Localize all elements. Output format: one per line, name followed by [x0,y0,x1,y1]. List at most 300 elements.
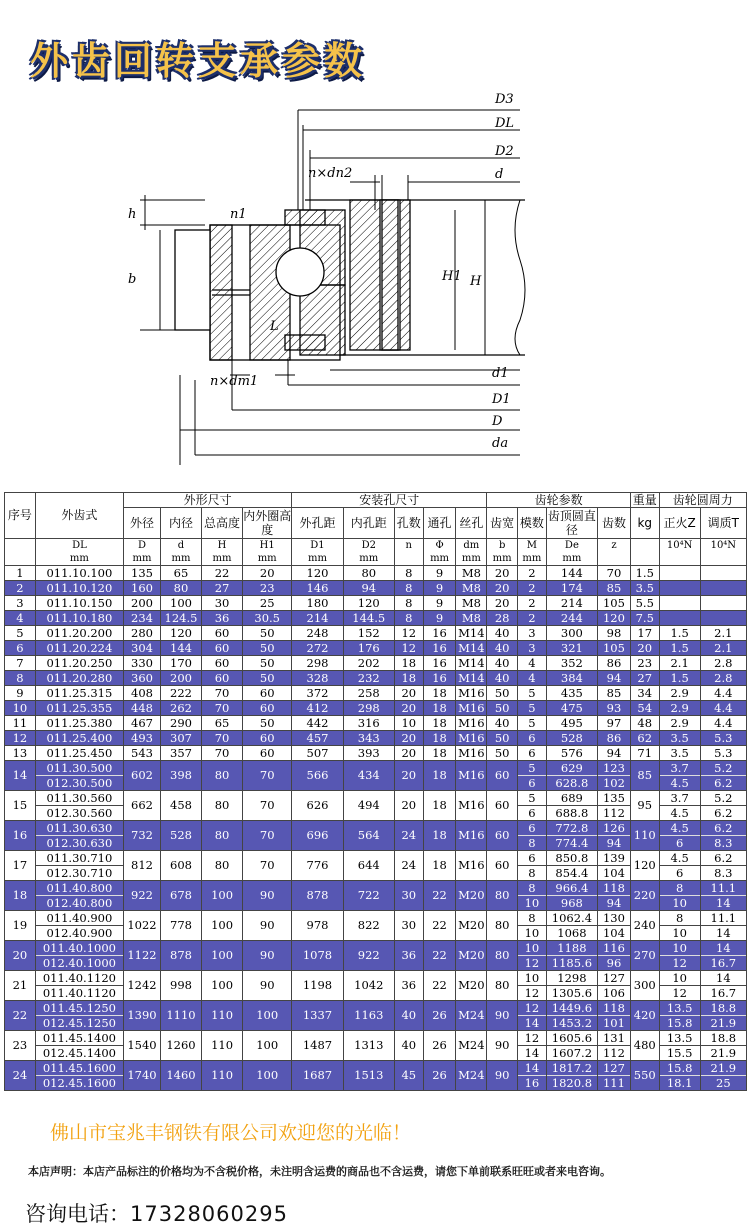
cell-n: 40 [394,1001,423,1031]
cell-D1: 776 [292,851,343,881]
cell-line: 144 [560,566,583,580]
svg-text:D3: D3 [495,92,514,107]
cell-m [518,716,547,731]
cell-de [546,911,597,941]
cell-H: 27 [202,581,243,596]
cell-H1: 90 [243,941,292,971]
cell-line: 6.2 [701,805,746,820]
cell-b: 50 [487,746,518,761]
cell-kg: 550 [630,1061,659,1091]
cell-model [35,1031,123,1061]
svg-text:n×dn2: n×dn2 [308,166,353,181]
cell-m [518,566,547,581]
cell-D1: 696 [292,821,343,851]
cell-line: 10 [660,895,700,910]
cell-H1: 70 [243,851,292,881]
cell-line: 4.4 [714,686,733,700]
table-row [5,671,747,686]
cell-D2: 298 [343,701,394,716]
cell-H: 70 [202,701,243,716]
cell-z [598,686,631,701]
cell-line: 13.5 [666,1031,693,1045]
cell-line: 011.40.800 [46,881,113,895]
cell-kg: 270 [630,941,659,971]
cell-D2: 144.5 [343,611,394,626]
cell-line: 2.9 [670,716,689,730]
cell-D1: 626 [292,791,343,821]
cell-kg: 95 [630,791,659,821]
parameter-table [4,492,747,1091]
cell-m [518,911,547,941]
cell-H: 100 [202,971,243,1001]
cell-m [518,686,547,701]
cell-d: 357 [160,746,201,761]
cell-kg: 120 [630,851,659,881]
cell-m [518,611,547,626]
cell-line: 6 [528,821,536,835]
cell-line: 012.30.710 [36,865,123,880]
cell-model [35,566,123,581]
cell-line: 011.25.450 [46,746,113,760]
cell-m [518,1061,547,1091]
unit-ft: 10⁴N [700,539,746,566]
cell-b: 50 [487,686,518,701]
cell-H: 65 [202,716,243,731]
cell-n: 20 [394,791,423,821]
cell-D: 304 [124,641,161,656]
table-row [5,746,747,761]
svg-text:b: b [128,272,137,287]
cell-n: 20 [394,761,423,791]
cell-line: 106 [598,985,630,1000]
header-weight: 重量 [630,493,659,508]
table-row [5,971,747,1001]
cell-D2: 494 [343,791,394,821]
cell-dm: M14 [456,626,487,641]
cell-line: 1605.6 [551,1031,593,1045]
cell-line: 6 [660,865,700,880]
cell-d: 998 [160,971,201,1001]
svg-text:da: da [492,436,509,451]
cell-line: 011.30.710 [46,851,113,865]
cell-kg: 3.5 [630,581,659,596]
cell-line: 8 [518,835,546,850]
cell-line: 772.8 [555,821,589,835]
cell-line: 174 [560,581,583,595]
cell-line: 011.45.1400 [42,1031,116,1045]
cell-no: 24 [5,1061,36,1091]
cell-ft [700,971,746,1001]
unit-z: z [598,539,631,566]
cell-ft [700,791,746,821]
cell-phi: 22 [423,941,456,971]
cell-line: 1062.4 [551,911,593,925]
cell-n: 20 [394,731,423,746]
cell-de [546,746,597,761]
cell-m [518,1001,547,1031]
cell-D1: 442 [292,716,343,731]
cell-D: 234 [124,611,161,626]
cell-b: 40 [487,671,518,686]
cell-line: 5 [528,686,536,700]
cell-D1: 978 [292,911,343,941]
unit-D: D mm [124,539,161,566]
cell-D1: 1198 [292,971,343,1001]
cell-line: 4.5 [670,851,689,865]
cell-line: 6 [518,805,546,820]
cell-b: 28 [487,611,518,626]
unit-H: H mm [202,539,243,566]
cell-ft [700,941,746,971]
cell-D: 280 [124,626,161,641]
cell-n: 20 [394,686,423,701]
cell-line [660,611,700,625]
cell-D: 1242 [124,971,161,1001]
svg-text:h: h [128,207,137,222]
cell-D2: 258 [343,686,394,701]
cell-d: 1460 [160,1061,201,1091]
cell-model [35,626,123,641]
cell-D1: 1078 [292,941,343,971]
cell-line: 968 [547,895,597,910]
cell-H: 70 [202,686,243,701]
cell-line: 86 [606,656,622,670]
cell-H1: 100 [243,1001,292,1031]
cell-line: 18.8 [710,1001,737,1015]
cell-d: 528 [160,821,201,851]
cell-no: 11 [5,716,36,731]
cell-line: 011.10.150 [46,596,113,610]
cell-fz [659,791,700,821]
svg-text:H1: H1 [442,269,462,284]
unit-model: DL mm [35,539,123,566]
cell-de [546,971,597,1001]
subhead-n: 孔数 [394,508,423,539]
cell-fz [659,941,700,971]
cell-ft [700,566,746,581]
cell-dm: M16 [456,746,487,761]
cell-ft [700,1061,746,1091]
cell-H: 22 [202,566,243,581]
cell-D2: 564 [343,821,394,851]
cell-kg: 480 [630,1031,659,1061]
cell-kg: 17 [630,626,659,641]
cell-line: 127 [602,1061,625,1075]
cell-kg: 110 [630,821,659,851]
cell-H1: 50 [243,671,292,686]
cell-z [598,821,631,851]
cell-line: 12 [524,1001,540,1015]
cell-b: 90 [487,1031,518,1061]
cell-phi: 16 [423,626,456,641]
unit-D2: D2 mm [343,539,394,566]
cell-line: 13.5 [666,1001,693,1015]
cell-de [546,611,597,626]
unit-blank [5,539,36,566]
cell-line: 21.9 [701,1045,746,1060]
cell-line: 14 [716,971,731,985]
cell-line: 628.8 [547,775,597,790]
cell-line: 966.4 [555,881,589,895]
cell-n: 40 [394,1031,423,1061]
cell-kg: 23 [630,656,659,671]
cell-D2: 1163 [343,1001,394,1031]
cell-n: 8 [394,566,423,581]
cell-line: 104 [598,865,630,880]
cell-D1: 146 [292,581,343,596]
cell-line: 70 [606,566,622,580]
cell-ft [700,686,746,701]
cell-H1: 60 [243,686,292,701]
cell-line: 5 [528,761,536,775]
cell-d: 1260 [160,1031,201,1061]
cell-line: 8 [675,911,684,925]
cell-line: 94 [606,746,622,760]
cell-line: 6 [660,835,700,850]
cell-line: 011.45.1250 [42,1001,116,1015]
cell-D: 408 [124,686,161,701]
cell-model [35,611,123,626]
cell-z [598,941,631,971]
cell-D: 448 [124,701,161,716]
cell-line: 15.8 [660,1015,700,1030]
cell-fz [659,851,700,881]
cell-H: 80 [202,851,243,881]
unit-d: d mm [160,539,201,566]
cell-dm: M8 [456,581,487,596]
cell-D1: 1687 [292,1061,343,1091]
cell-dm: M16 [456,791,487,821]
cell-fz [659,761,700,791]
cell-line: 214 [560,596,583,610]
cell-m [518,731,547,746]
cell-z [598,971,631,1001]
cell-line: 10 [524,941,540,955]
header-seq: 序号 [5,493,36,539]
cell-line: 011.25.355 [46,701,113,715]
cell-de [546,596,597,611]
cell-line: 102 [598,775,630,790]
cell-line: 11.1 [710,911,737,925]
cell-H1: 70 [243,791,292,821]
cell-model [35,791,123,821]
cell-fz [659,716,700,731]
cell-dm: M16 [456,761,487,791]
cell-ft [700,581,746,596]
cell-m [518,1031,547,1061]
table-row [5,761,747,791]
cell-D: 732 [124,821,161,851]
cell-d: 878 [160,941,201,971]
cell-H1: 90 [243,971,292,1001]
svg-text:H: H [470,274,482,289]
cell-H: 70 [202,746,243,761]
cell-model [35,746,123,761]
cell-D2: 120 [343,596,394,611]
cell-line: 011.20.224 [46,641,113,655]
cell-z [598,596,631,611]
cell-line: 012.40.1000 [36,955,123,970]
cell-phi: 22 [423,881,456,911]
unit-M: M mm [518,539,547,566]
cell-line: 6.2 [714,821,733,835]
cell-dm: M20 [456,881,487,911]
cell-line: 3.5 [670,746,689,760]
cell-m [518,821,547,851]
cell-line: 96 [598,955,630,970]
unit-fz: 10⁴N [659,539,700,566]
cell-H: 80 [202,821,243,851]
cell-line: 1068 [547,925,597,940]
cell-n: 45 [394,1061,423,1091]
cell-m [518,581,547,596]
cell-fz [659,881,700,911]
header-model: 外齿式 [35,493,123,539]
cell-line: 4 [528,656,536,670]
cell-line: 011.30.630 [46,821,113,835]
cell-line: 1298 [557,971,587,985]
cell-H1: 30.5 [243,611,292,626]
cell-line: 8 [518,865,546,880]
cell-b: 60 [487,761,518,791]
cell-model [35,971,123,1001]
cell-line: 5.3 [714,746,733,760]
cell-z [598,716,631,731]
cell-line: 21.9 [701,1015,746,1030]
cell-kg: 220 [630,881,659,911]
cell-D: 1740 [124,1061,161,1091]
cell-model [35,1061,123,1091]
cell-phi: 16 [423,671,456,686]
cell-D: 1022 [124,911,161,941]
cell-dm: M14 [456,671,487,686]
cell-no: 17 [5,851,36,881]
table-row [5,911,747,941]
cell-de [546,686,597,701]
cell-H: 60 [202,671,243,686]
cell-line: 011.10.180 [46,611,113,625]
header-gear: 齿轮参数 [487,493,631,508]
table-row [5,1031,747,1061]
cell-H1: 70 [243,761,292,791]
cell-m [518,641,547,656]
cell-H: 100 [202,881,243,911]
cell-b: 20 [487,566,518,581]
cell-D: 602 [124,761,161,791]
cell-line: 2.1 [670,656,689,670]
cell-D1: 878 [292,881,343,911]
cell-dm: M20 [456,971,487,1001]
cell-n: 30 [394,881,423,911]
cell-D: 330 [124,656,161,671]
cell-z [598,641,631,656]
cell-line: 2.9 [670,686,689,700]
cell-ft [700,716,746,731]
cell-line: 12 [524,1031,540,1045]
cell-model [35,596,123,611]
cell-D: 467 [124,716,161,731]
cell-z [598,611,631,626]
header-outer: 外形尺寸 [124,493,292,508]
cell-kg: 5.5 [630,596,659,611]
cell-line: 576 [560,746,583,760]
cell-line: 6 [518,775,546,790]
cell-line: 011.20.280 [46,671,113,685]
cell-kg: 420 [630,1001,659,1031]
subhead-b: 齿宽 [487,508,518,539]
cell-no: 22 [5,1001,36,1031]
cell-b: 40 [487,626,518,641]
table-body [5,566,747,1091]
cell-b: 20 [487,581,518,596]
cell-line: 16 [518,1075,546,1090]
cell-line: 435 [560,686,583,700]
cell-d: 307 [160,731,201,746]
cell-b: 50 [487,701,518,716]
cell-de [546,1061,597,1091]
cell-D2: 434 [343,761,394,791]
cell-z [598,1001,631,1031]
cell-z [598,626,631,641]
cell-b: 40 [487,641,518,656]
cell-b: 60 [487,821,518,851]
cell-dm: M14 [456,656,487,671]
cell-line: 14 [518,1045,546,1060]
cell-phi: 9 [423,581,456,596]
cell-line: 4.5 [660,775,700,790]
cell-b: 80 [487,911,518,941]
cell-de [546,1001,597,1031]
cell-model [35,761,123,791]
cell-line: 8 [675,881,684,895]
cell-ft [700,611,746,626]
cell-de [546,716,597,731]
cell-line: 011.25.380 [46,716,113,730]
cell-line: 2 [528,581,536,595]
cell-D1: 248 [292,626,343,641]
cell-phi: 18 [423,761,456,791]
cell-D1: 372 [292,686,343,701]
cell-de [546,1031,597,1061]
cell-line: 3 [528,641,536,655]
cell-dm: M24 [456,1061,487,1091]
table-row [5,791,747,821]
cell-line: 1.5 [670,641,689,655]
cell-line: 10 [524,971,540,985]
cell-line: 2.8 [714,656,733,670]
cell-fz [659,671,700,686]
cell-fz [659,611,700,626]
unit-kg [630,539,659,566]
cell-no: 7 [5,656,36,671]
cell-line: 10 [672,941,687,955]
cell-n: 36 [394,971,423,1001]
cell-z [598,911,631,941]
cell-line: 5 [528,791,536,805]
table-row [5,941,747,971]
cell-ft [700,596,746,611]
unit-H1: H1 mm [243,539,292,566]
cell-line: 012.30.630 [36,835,123,850]
cell-de [546,851,597,881]
cell-m [518,851,547,881]
svg-text:n1: n1 [230,207,247,222]
cell-H: 110 [202,1061,243,1091]
cell-line: 011.45.1600 [42,1061,116,1075]
cell-H1: 100 [243,1031,292,1061]
cell-D2: 176 [343,641,394,656]
cell-line: 011.20.250 [46,656,113,670]
